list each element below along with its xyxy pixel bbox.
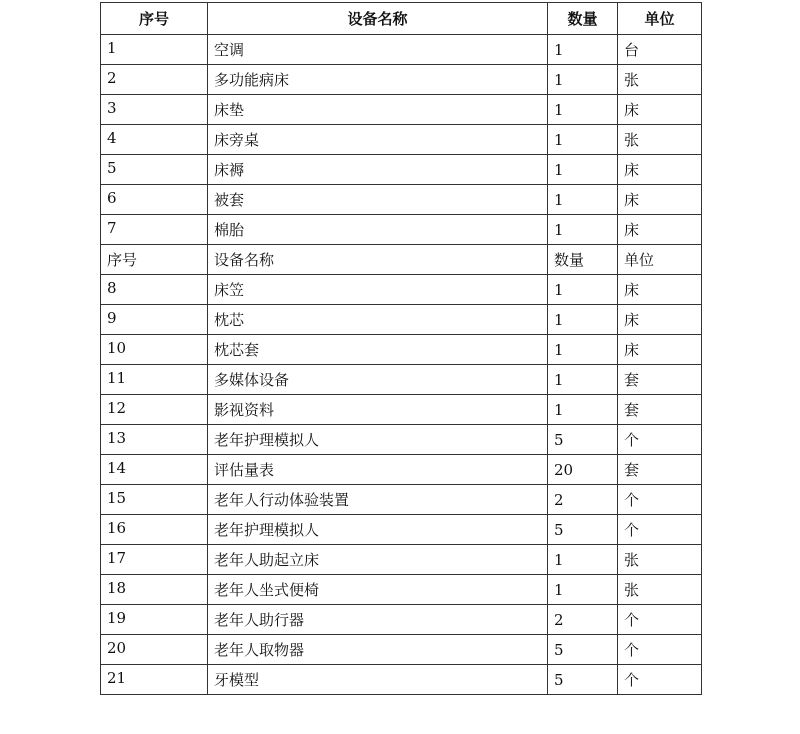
cell-name: 被套 bbox=[208, 185, 548, 215]
cell-name: 老年护理模拟人 bbox=[208, 425, 548, 455]
cell-qty: 1 bbox=[548, 575, 618, 605]
table-header-row bbox=[101, 3, 702, 35]
table-row bbox=[101, 515, 702, 545]
cell-name: 棉胎 bbox=[208, 215, 548, 245]
cell-qty: 1 bbox=[548, 335, 618, 365]
cell-qty: 1 bbox=[548, 305, 618, 335]
cell-no: 21 bbox=[101, 665, 208, 695]
table-row bbox=[101, 35, 702, 65]
cell-qty: 1 bbox=[548, 215, 618, 245]
cell-name: 牙模型 bbox=[208, 665, 548, 695]
cell-qty: 20 bbox=[548, 455, 618, 485]
cell-unit: 台 bbox=[618, 35, 702, 65]
cell-unit: 个 bbox=[618, 665, 702, 695]
cell-name: 床褥 bbox=[208, 155, 548, 185]
cell-qty: 1 bbox=[548, 125, 618, 155]
cell-qty: 5 bbox=[548, 635, 618, 665]
header-qty: 数量 bbox=[548, 3, 618, 35]
cell-qty: 数量 bbox=[548, 245, 618, 275]
equipment-table bbox=[100, 2, 702, 695]
cell-no: 18 bbox=[101, 575, 208, 605]
cell-unit: 张 bbox=[618, 125, 702, 155]
table-row bbox=[101, 575, 702, 605]
cell-unit: 床 bbox=[618, 95, 702, 125]
cell-no: 19 bbox=[101, 605, 208, 635]
table-row bbox=[101, 635, 702, 665]
cell-unit: 床 bbox=[618, 305, 702, 335]
cell-unit: 个 bbox=[618, 635, 702, 665]
cell-no: 10 bbox=[101, 335, 208, 365]
cell-name: 床笠 bbox=[208, 275, 548, 305]
cell-unit: 床 bbox=[618, 275, 702, 305]
cell-no: 1 bbox=[101, 35, 208, 65]
table-row bbox=[101, 665, 702, 695]
table-row bbox=[101, 185, 702, 215]
table-row bbox=[101, 545, 702, 575]
cell-name: 老年人行动体验装置 bbox=[208, 485, 548, 515]
cell-unit: 套 bbox=[618, 365, 702, 395]
cell-no: 16 bbox=[101, 515, 208, 545]
cell-no: 9 bbox=[101, 305, 208, 335]
cell-name: 多媒体设备 bbox=[208, 365, 548, 395]
table-subheader-row bbox=[101, 245, 702, 275]
table-row bbox=[101, 275, 702, 305]
cell-unit: 套 bbox=[618, 395, 702, 425]
table-row bbox=[101, 65, 702, 95]
table-row bbox=[101, 215, 702, 245]
cell-qty: 5 bbox=[548, 665, 618, 695]
table-row bbox=[101, 125, 702, 155]
table-row bbox=[101, 485, 702, 515]
cell-unit: 床 bbox=[618, 185, 702, 215]
cell-unit: 张 bbox=[618, 65, 702, 95]
cell-no: 6 bbox=[101, 185, 208, 215]
cell-qty: 1 bbox=[548, 545, 618, 575]
cell-name: 老年人助行器 bbox=[208, 605, 548, 635]
cell-no: 13 bbox=[101, 425, 208, 455]
table-row bbox=[101, 95, 702, 125]
cell-qty: 5 bbox=[548, 425, 618, 455]
cell-no: 20 bbox=[101, 635, 208, 665]
cell-no: 4 bbox=[101, 125, 208, 155]
cell-no: 12 bbox=[101, 395, 208, 425]
table-row bbox=[101, 365, 702, 395]
table-row bbox=[101, 335, 702, 365]
header-no: 序号 bbox=[101, 3, 208, 35]
cell-no: 11 bbox=[101, 365, 208, 395]
cell-qty: 1 bbox=[548, 275, 618, 305]
cell-qty: 1 bbox=[548, 35, 618, 65]
cell-no: 2 bbox=[101, 65, 208, 95]
table-row bbox=[101, 455, 702, 485]
cell-name: 评估量表 bbox=[208, 455, 548, 485]
cell-unit: 个 bbox=[618, 605, 702, 635]
cell-qty: 1 bbox=[548, 155, 618, 185]
cell-name: 老年人坐式便椅 bbox=[208, 575, 548, 605]
cell-name: 影视资料 bbox=[208, 395, 548, 425]
cell-no: 14 bbox=[101, 455, 208, 485]
cell-name: 老年人助起立床 bbox=[208, 545, 548, 575]
cell-qty: 1 bbox=[548, 365, 618, 395]
cell-name: 枕芯 bbox=[208, 305, 548, 335]
header-name: 设备名称 bbox=[208, 3, 548, 35]
cell-unit: 个 bbox=[618, 425, 702, 455]
table-row bbox=[101, 605, 702, 635]
cell-unit: 套 bbox=[618, 455, 702, 485]
cell-no: 7 bbox=[101, 215, 208, 245]
cell-name: 枕芯套 bbox=[208, 335, 548, 365]
cell-qty: 1 bbox=[548, 95, 618, 125]
cell-no: 17 bbox=[101, 545, 208, 575]
cell-name: 空调 bbox=[208, 35, 548, 65]
cell-qty: 1 bbox=[548, 65, 618, 95]
cell-unit: 床 bbox=[618, 155, 702, 185]
cell-name: 床垫 bbox=[208, 95, 548, 125]
cell-name: 老年护理模拟人 bbox=[208, 515, 548, 545]
cell-no: 8 bbox=[101, 275, 208, 305]
cell-name: 老年人取物器 bbox=[208, 635, 548, 665]
table-row bbox=[101, 425, 702, 455]
cell-no: 15 bbox=[101, 485, 208, 515]
cell-name: 设备名称 bbox=[208, 245, 548, 275]
cell-unit: 个 bbox=[618, 515, 702, 545]
cell-unit: 单位 bbox=[618, 245, 702, 275]
cell-qty: 1 bbox=[548, 395, 618, 425]
header-unit: 单位 bbox=[618, 3, 702, 35]
cell-name: 床旁桌 bbox=[208, 125, 548, 155]
table-row bbox=[101, 155, 702, 185]
cell-qty: 5 bbox=[548, 515, 618, 545]
cell-unit: 床 bbox=[618, 215, 702, 245]
table-row bbox=[101, 305, 702, 335]
cell-name: 多功能病床 bbox=[208, 65, 548, 95]
cell-no: 5 bbox=[101, 155, 208, 185]
cell-qty: 2 bbox=[548, 485, 618, 515]
cell-unit: 张 bbox=[618, 545, 702, 575]
cell-qty: 2 bbox=[548, 605, 618, 635]
cell-unit: 个 bbox=[618, 485, 702, 515]
cell-unit: 床 bbox=[618, 335, 702, 365]
cell-unit: 张 bbox=[618, 575, 702, 605]
cell-qty: 1 bbox=[548, 185, 618, 215]
table-row bbox=[101, 395, 702, 425]
cell-no: 序号 bbox=[101, 245, 208, 275]
cell-no: 3 bbox=[101, 95, 208, 125]
